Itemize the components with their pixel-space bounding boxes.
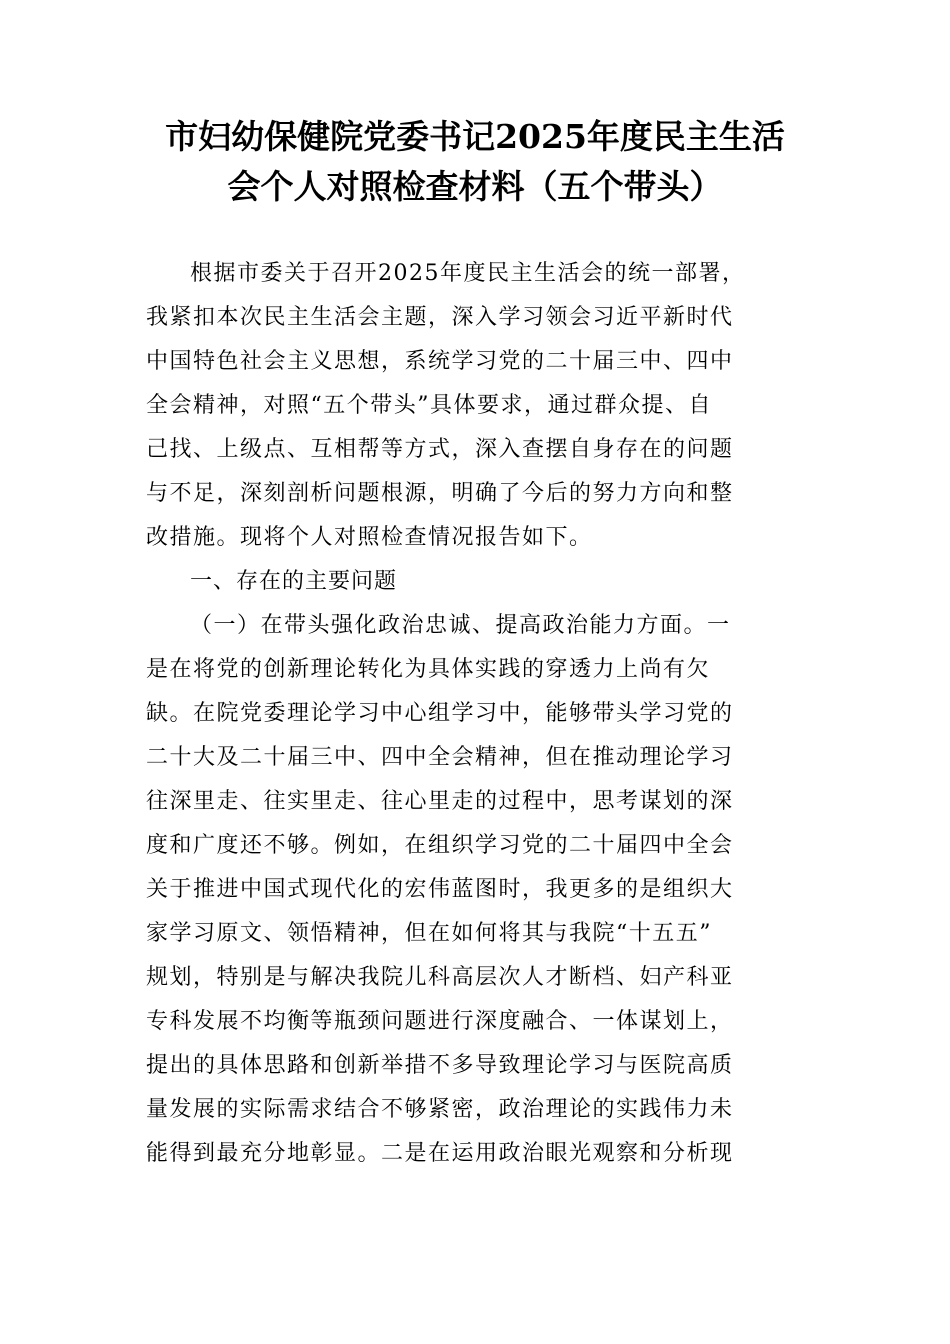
paragraph-line: 能得到最充分地彰显。二是在运用政治眼光观察和分析现: [146, 1141, 734, 1166]
paragraph-line: 往深里走、往实里走、往心里走的过程中，思考谋划的深: [146, 789, 734, 814]
title-line-1: 市妇幼保健院党委书记2025年度民主生活: [165, 117, 785, 156]
paragraph-line: 与不足，深刻剖析问题根源，明确了今后的努力方向和整: [146, 481, 734, 506]
paragraph-line: 改措施。现将个人对照检查情况报告如下。: [146, 525, 593, 550]
paragraph-line: 我紧扣本次民主生活会主题，深入学习领会习近平新时代: [146, 305, 734, 330]
section-1-paragraph: [146, 604, 808, 1176]
paragraph-line: 度和广度还不够。例如，在组织学习党的二十届四中全会: [146, 833, 734, 858]
paragraph-line: 全会精神，对照“五个带头”具体要求，通过群众提、自: [146, 393, 712, 418]
paragraph-line: 根据市委关于召开2025年度民主生活会的统一部署，: [190, 261, 746, 286]
paragraph-line: 中国特色社会主义思想，系统学习党的二十届三中、四中: [146, 349, 734, 374]
paragraph-line: 家学习原文、领悟精神，但在如何将其与我院“十五五”: [146, 921, 712, 946]
paragraph-line: 规划，特别是与解决我院儿科高层次人才断档、妇产科亚: [146, 965, 734, 990]
section-heading: 一、存在的主要问题: [190, 569, 398, 594]
paragraph-line: 量发展的实际需求结合不够紧密，政治理论的实践伟力未: [146, 1097, 734, 1122]
paragraph-line: 是在将党的创新理论转化为具体实践的穿透力上尚有欠: [146, 657, 711, 682]
paragraph-line: 专科发展不均衡等瓶颈问题进行深度融合、一体谋划上，: [146, 1009, 734, 1034]
intro-paragraph: [146, 252, 808, 560]
title-line-2: 会个人对照检查材料（五个带头）: [227, 167, 723, 206]
paragraph-line: 关于推进中国式现代化的宏伟蓝图时，我更多的是组织大: [146, 877, 734, 902]
document-body: [146, 252, 808, 1176]
document-title: [140, 112, 810, 212]
paragraph-line: 己找、上级点、互相帮等方式，深入查摆自身存在的问题: [146, 437, 734, 462]
paragraph-line: 缺。在院党委理论学习中心组学习中，能够带头学习党的: [146, 701, 734, 726]
paragraph-line: 二十大及二十届三中、四中全会精神，但在推动理论学习: [146, 745, 734, 770]
paragraph-line: 提出的具体思路和创新举措不多导致理论学习与医院高质: [146, 1053, 734, 1078]
paragraph-line: （一）在带头强化政治忠诚、提高政治能力方面。一: [190, 613, 731, 638]
